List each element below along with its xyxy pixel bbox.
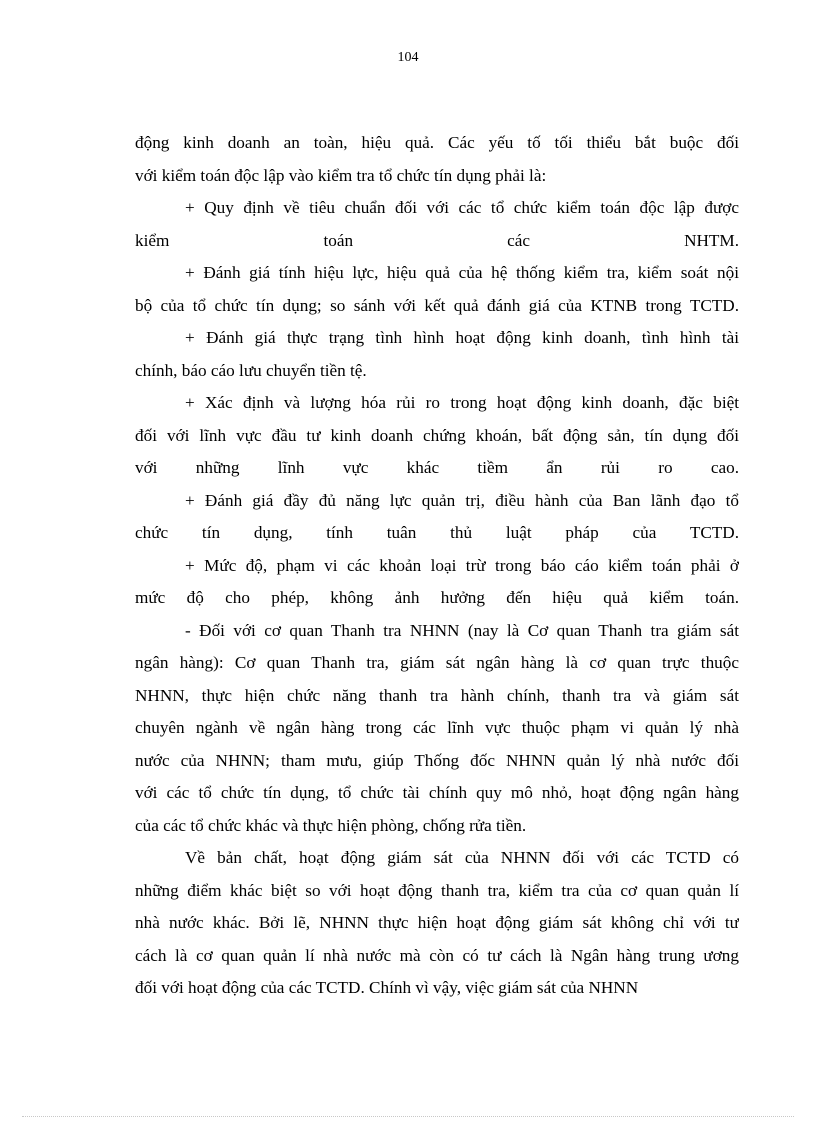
text-line: với các tổ chức tín dụng, tổ chức tài chính quy mô nhỏ, hoạt động ngân hàng xyxy=(135,783,739,802)
text-line: + Mức độ, phạm vi các khoản loại trừ trong báo cáo kiểm toán phải ở xyxy=(185,555,739,575)
text-line: những điểm khác biệt so với hoạt động thanh tra, kiểm tra của cơ quan quản lí xyxy=(135,880,739,900)
text-line: - Đối với cơ quan Thanh tra NHNN (nay là Cơ quan Thanh tra giám sát xyxy=(185,620,739,640)
text-line: + Quy định về tiêu chuẩn đối với các tổ chức kiểm toán độc lập được xyxy=(185,198,739,217)
footer-divider xyxy=(22,1116,794,1117)
text-line: kiểm toán các NHTM. xyxy=(135,230,739,250)
text-line: NHNN, thực hiện chức năng thanh tra hành chính, thanh tra và giám sát xyxy=(135,685,739,705)
text-line: ngân hàng): Cơ quan Thanh tra, giám sát ngân hàng là cơ quan trực thuộc xyxy=(135,653,739,672)
text-line: + Đánh giá thực trạng tình hình hoạt động kinh doanh, tình hình tài xyxy=(185,328,739,347)
text-line: mức độ cho phép, không ảnh hưởng đến hiệu quả kiểm toán. xyxy=(135,588,739,607)
text-line: đối với lĩnh vực đầu tư kinh doanh chứng khoán, bất động sản, tín dụng đối xyxy=(135,425,739,445)
body-text xyxy=(135,127,739,1005)
text-line: nước của NHNN; tham mưu, giúp Thống đốc NHNN quản lý nhà nước đối xyxy=(135,750,739,770)
text-line: chính, báo cáo lưu chuyển tiền tệ. xyxy=(135,360,367,380)
text-line: đối với hoạt động của các TCTD. Chính vì vậy, việc giám sát của NHNN xyxy=(135,978,639,997)
text-line: + Đánh giá đầy đủ năng lực quản trị, điều hành của Ban lãnh đạo tổ xyxy=(185,490,739,510)
page-number: 104 xyxy=(397,50,419,65)
text-line: chức tín dụng, tính tuân thủ luật pháp của TCTD. xyxy=(135,523,739,542)
text-line: của các tổ chức khác và thực hiện phòng, chống rửa tiền. xyxy=(135,815,527,835)
text-line: chuyên ngành về ngân hàng trong các lĩnh vực thuộc phạm vi quản lý nhà xyxy=(135,718,739,737)
text-line: với kiểm toán độc lập vào kiểm tra tổ chức tín dụng phải là: xyxy=(135,165,547,185)
text-line: động kinh doanh an toàn, hiệu quả. Các yếu tố tối thiểu bắt buộc đối xyxy=(135,133,739,152)
text-line: Về bản chất, hoạt động giám sát của NHNN đối với các TCTD có xyxy=(185,848,739,867)
text-line: + Đánh giá tính hiệu lực, hiệu quả của hệ thống kiểm tra, kiểm soát nội xyxy=(185,263,739,282)
text-line: với những lĩnh vực khác tiềm ẩn rủi ro cao. xyxy=(135,458,739,477)
text-line: bộ của tổ chức tín dụng; so sánh với kết quả đánh giá của KTNB trong TCTD. xyxy=(135,295,739,315)
text-line: cách là cơ quan quản lí nhà nước mà còn có tư cách là Ngân hàng trung ương xyxy=(135,945,739,965)
text-line: + Xác định và lượng hóa rủi ro trong hoạt động kinh doanh, đặc biệt xyxy=(185,393,739,412)
text-line: nhà nước khác. Bởi lẽ, NHNN thực hiện hoạt động giám sát không chỉ với tư xyxy=(135,913,739,932)
